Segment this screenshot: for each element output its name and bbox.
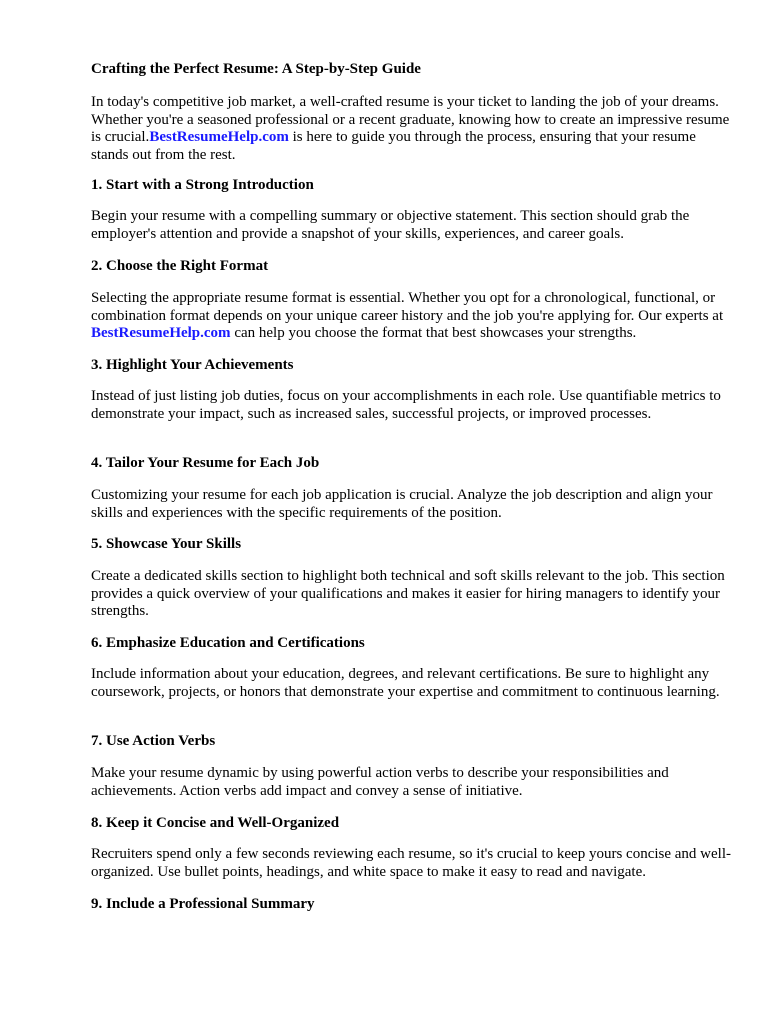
section-heading-7: 7. Use Action Verbs xyxy=(91,733,216,749)
section-heading-4: 4. Tailor Your Resume for Each Job xyxy=(91,455,320,471)
section-heading-9: 9. Include a Professional Summary xyxy=(91,896,315,912)
intro-text-before-link: In today's competitive job market, a well-crafted resume is your ticket to landing the job of your dreams. Whether you're a seasoned professional or a recent graduate, knowing how to create an impressive resume is crucial. xyxy=(91,94,730,145)
intro-paragraph xyxy=(91,94,731,164)
section-heading-5: 5. Showcase Your Skills xyxy=(91,536,242,552)
section-body-3: Instead of just listing job duties, focus on your accomplishments in each role. Use quantifiable metrics to demonstrate your impact, such as increased sales, successful projects, or improved processes. xyxy=(91,388,721,422)
document-title: Crafting the Perfect Resume: A Step-by-Step Guide xyxy=(91,61,421,77)
section-heading-2: 2. Choose the Right Format xyxy=(91,258,269,274)
section-heading-8: 8. Keep it Concise and Well-Organized xyxy=(91,815,340,831)
section-2-text-before-link: Selecting the appropriate resume format is essential. Whether you opt for a chronological, functional, or combination format depends on your unique career history and the job you're applying for. Our experts at xyxy=(91,290,724,324)
section-body-6: Include information about your education, degrees, and relevant certifications. Be sure to highlight any coursework, projects, or honors that demonstrate your expertise and commitment to continuous learning. xyxy=(91,666,720,700)
section-body-1: Begin your resume with a compelling summary or objective statement. This section should grab the employer's attention and provide a snapshot of your skills, experiences, and career goals. xyxy=(91,208,690,242)
section-body-5: Create a dedicated skills section to highlight both technical and soft skills relevant to the job. This section provides a quick overview of your qualifications and makes it easier for hiring managers to identify your strengths. xyxy=(91,568,725,619)
section-heading-6: 6. Emphasize Education and Certifications xyxy=(91,635,365,651)
section-body-2 xyxy=(91,290,731,343)
intro-text-after-link: is here to guide you through the process, ensuring that your resume stands out from the rest. xyxy=(91,129,696,163)
section-heading-3: 3. Highlight Your Achievements xyxy=(91,357,294,373)
section-body-7: Make your resume dynamic by using powerful action verbs to describe your responsibilities and achievements. Action verbs add impact and convey a sense of initiative. xyxy=(91,765,669,799)
section-body-8: Recruiters spend only a few seconds reviewing each resume, so it's crucial to keep yours concise and well-organized. Use bullet points, headings, and white space to make it easy to read and navigate. xyxy=(91,846,731,880)
section-2-text-after-link: can help you choose the format that best showcases your strengths. xyxy=(230,325,637,341)
section-body-4: Customizing your resume for each job application is crucial. Analyze the job description and align your skills and experiences with the specific requirements of the position. xyxy=(91,487,713,521)
bestresumehelp-link[interactable]: BestResumeHelp.com xyxy=(91,325,231,341)
section-heading-1: 1. Start with a Strong Introduction xyxy=(91,177,314,193)
bestresumehelp-link[interactable]: BestResumeHelp.com xyxy=(149,129,289,145)
